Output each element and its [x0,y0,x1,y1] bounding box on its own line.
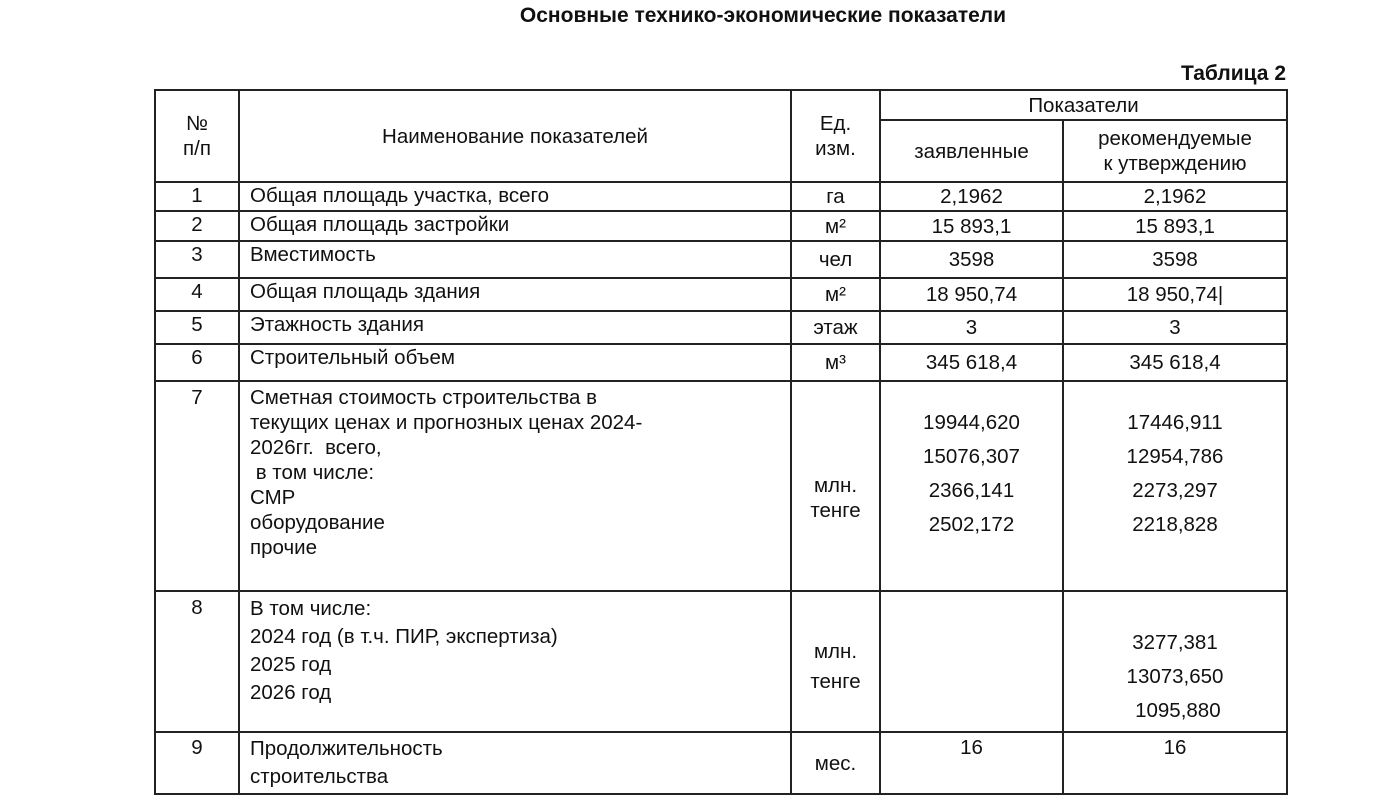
row-name: Общая площадь застройки [239,211,791,241]
table-row [155,211,1287,241]
row-recommended: 3277,381 13073,650 1095,880 [1063,591,1287,732]
header-recommended: рекомендуемые к утверждению [1063,120,1287,182]
row-unit: га [791,182,880,211]
header-num: № п/п [155,90,239,182]
row-num: 8 [155,591,239,732]
table-row [155,241,1287,278]
table-row [155,591,1287,732]
row-unit: м² [791,278,880,311]
row-recommended: 18 950,74| [1063,278,1287,311]
row-name: Этажность здания [239,311,791,344]
row-unit: м² [791,211,880,241]
row-declared: 3598 [880,241,1063,278]
table-row [155,311,1287,344]
row-name: В том числе: 2024 год (в т.ч. ПИР, экспертиза) 2025 год 2026 год [239,591,791,732]
row-recommended: 3 [1063,311,1287,344]
row-num: 7 [155,381,239,591]
row-name: Продолжительность строительства [239,732,791,794]
row-name: Общая площадь здания [239,278,791,311]
row-unit: мес. [791,732,880,794]
row-num: 6 [155,344,239,381]
indicators-table [154,89,1288,795]
row-declared: 3 [880,311,1063,344]
row-recommended: 16 [1063,732,1287,794]
row-name: Сметная стоимость строительства в текущих ценах и прогнозных ценах 2024- 2026гг. всего, в том числе: СМР оборудование прочие [239,381,791,591]
header-name: Наименование показателей [239,90,791,182]
row-name: Строительный объем [239,344,791,381]
row-recommended: 3598 [1063,241,1287,278]
page-title: Основные технико-экономические показатели [519,4,1007,27]
table-caption: Таблица 2 [1180,62,1286,85]
row-recommended: 17446,911 12954,786 2273,297 2218,828 [1063,381,1287,591]
table-row [155,344,1287,381]
header-unit: Ед. изм. [791,90,880,182]
row-declared [880,591,1063,732]
table-row [155,732,1287,794]
row-num: 3 [155,241,239,278]
row-unit: чел [791,241,880,278]
row-declared: 16 [880,732,1063,794]
row-unit: этаж [791,311,880,344]
table-row [155,182,1287,211]
row-declared: 345 618,4 [880,344,1063,381]
row-unit: млн. тенге [791,591,880,732]
header-indicators-group: Показатели [880,90,1287,120]
row-recommended: 2,1962 [1063,182,1287,211]
table-header-row [155,90,1287,120]
row-num: 1 [155,182,239,211]
row-num: 5 [155,311,239,344]
header-declared: заявленные [880,120,1063,182]
row-unit: м³ [791,344,880,381]
row-num: 9 [155,732,239,794]
row-declared: 19944,620 15076,307 2366,141 2502,172 [880,381,1063,591]
row-name: Общая площадь участка, всего [239,182,791,211]
row-recommended: 15 893,1 [1063,211,1287,241]
row-declared: 15 893,1 [880,211,1063,241]
table-row [155,278,1287,311]
row-name: Вместимость [239,241,791,278]
row-num: 2 [155,211,239,241]
row-unit: млн. тенге [791,381,880,591]
row-recommended: 345 618,4 [1063,344,1287,381]
table-row [155,381,1287,591]
row-num: 4 [155,278,239,311]
row-declared: 2,1962 [880,182,1063,211]
row-declared: 18 950,74 [880,278,1063,311]
